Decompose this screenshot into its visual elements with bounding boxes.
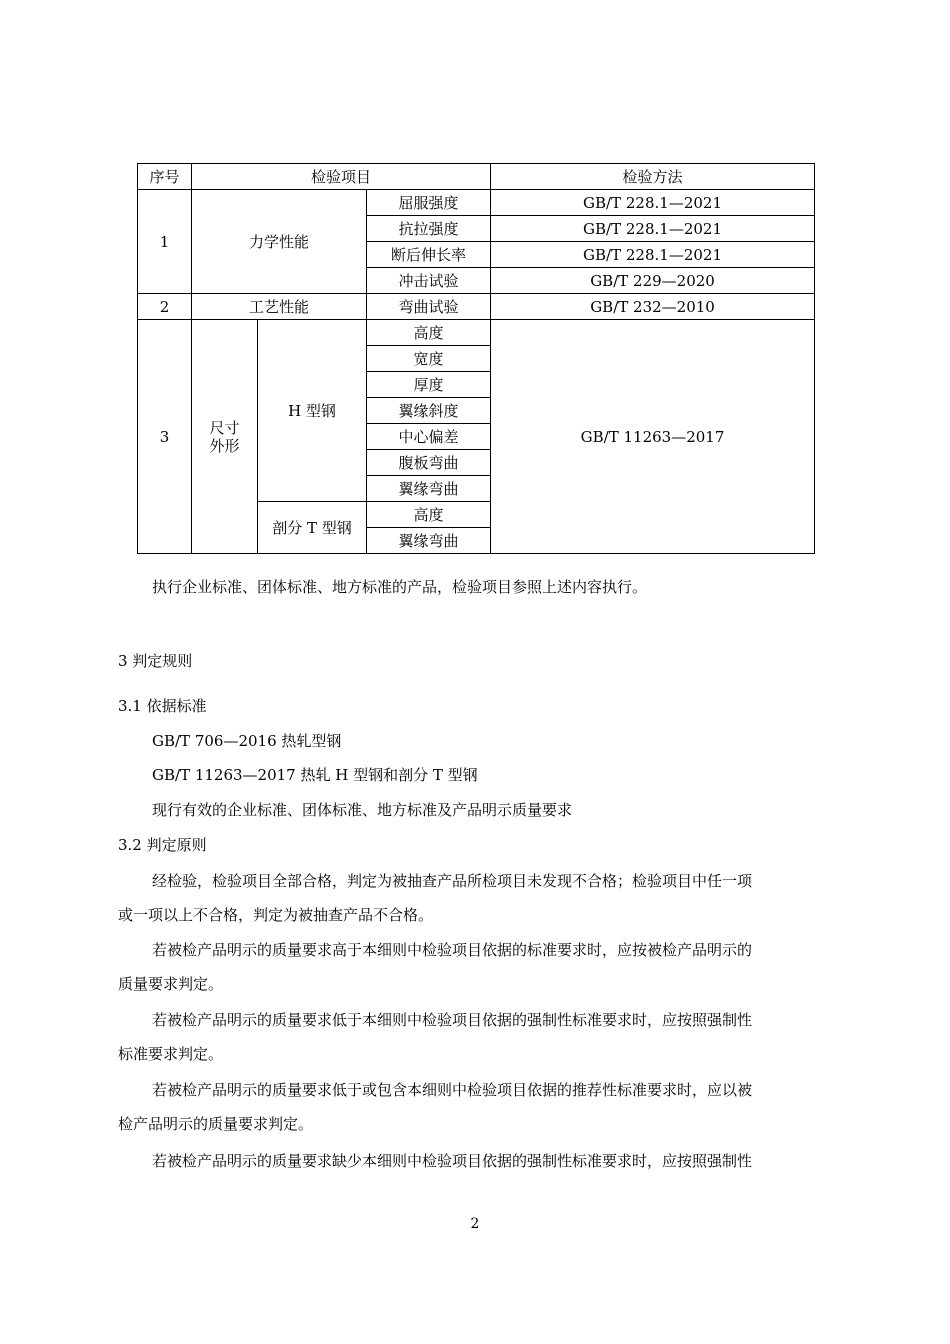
subcategory-cell: H 型钢: [258, 320, 367, 502]
paragraph-line: 或一项以上不合格，判定为被抽查产品不合格。: [118, 906, 434, 924]
item-cell: 厚度: [367, 372, 491, 398]
table-header-row: [138, 164, 815, 190]
item-cell: 宽度: [367, 346, 491, 372]
item-cell: 断后伸长率: [367, 242, 491, 268]
item-cell: 抗拉强度: [367, 216, 491, 242]
table-row: [138, 190, 815, 216]
category-cell: [192, 320, 258, 554]
item-cell: 弯曲试验: [367, 294, 491, 320]
paragraph-line: 若被检产品明示的质量要求低于本细则中检验项目依据的强制性标准要求时，应按照强制性: [152, 1011, 753, 1029]
header-seq: 序号: [138, 164, 192, 190]
seq-cell: 3: [138, 320, 192, 554]
method-cell: GB/T 232—2010: [491, 294, 815, 320]
subcategory-cell: 剖分 T 型钢: [258, 502, 367, 554]
standard-item: GB/T 706—2016 热轧型钢: [152, 732, 342, 750]
inspection-table: [137, 163, 815, 554]
method-cell: GB/T 228.1—2021: [491, 190, 815, 216]
paragraph-line: 若被检产品明示的质量要求缺少本细则中检验项目依据的强制性标准要求时，应按照强制性: [152, 1152, 753, 1170]
header-method: 检验方法: [491, 164, 815, 190]
page-number: 2: [470, 1216, 480, 1232]
item-cell: 高度: [367, 320, 491, 346]
table-row: [138, 294, 815, 320]
item-cell: 腹板弯曲: [367, 450, 491, 476]
table-row: [138, 320, 815, 346]
paragraph-line: 若被检产品明示的质量要求高于本细则中检验项目依据的标准要求时，应按被检产品明示的: [152, 941, 753, 959]
standard-item: 现行有效的企业标准、团体标准、地方标准及产品明示质量要求: [152, 801, 573, 819]
method-cell: GB/T 228.1—2021: [491, 216, 815, 242]
paragraph-line: 若被检产品明示的质量要求低于或包含本细则中检验项目依据的推荐性标准要求时，应以被: [152, 1081, 753, 1099]
item-cell: 翼缘弯曲: [367, 476, 491, 502]
item-cell: 翼缘弯曲: [367, 528, 491, 554]
method-cell: GB/T 229—2020: [491, 268, 815, 294]
paragraph-line: 标准要求判定。: [118, 1045, 224, 1063]
seq-cell: 1: [138, 190, 192, 294]
item-cell: 屈服强度: [367, 190, 491, 216]
paragraph-line: 经检验，检验项目全部合格，判定为被抽查产品所检项目未发现不合格；检验项目中任一项: [152, 872, 753, 890]
standard-item: GB/T 11263—2017 热轧 H 型钢和剖分 T 型钢: [152, 766, 478, 784]
method-cell: GB/T 11263—2017: [491, 320, 815, 554]
subsection-heading: 3.1 依据标准: [118, 697, 207, 715]
section-heading: 3 判定规则: [118, 652, 193, 670]
category-line: 外形: [209, 436, 240, 455]
category-cell: 力学性能: [192, 190, 367, 294]
seq-cell: 2: [138, 294, 192, 320]
paragraph-line: 检产品明示的质量要求判定。: [118, 1115, 314, 1133]
table-note: 执行企业标准、团体标准、地方标准的产品，检验项目参照上述内容执行。: [152, 578, 648, 596]
item-cell: 高度: [367, 502, 491, 528]
method-cell: GB/T 228.1—2021: [491, 242, 815, 268]
item-cell: 翼缘斜度: [367, 398, 491, 424]
paragraph-line: 质量要求判定。: [118, 975, 224, 993]
header-item: 检验项目: [192, 164, 491, 190]
item-cell: 中心偏差: [367, 424, 491, 450]
category-line: 尺寸: [209, 418, 240, 437]
subsection-heading: 3.2 判定原则: [118, 836, 207, 854]
category-cell: 工艺性能: [192, 294, 367, 320]
item-cell: 冲击试验: [367, 268, 491, 294]
